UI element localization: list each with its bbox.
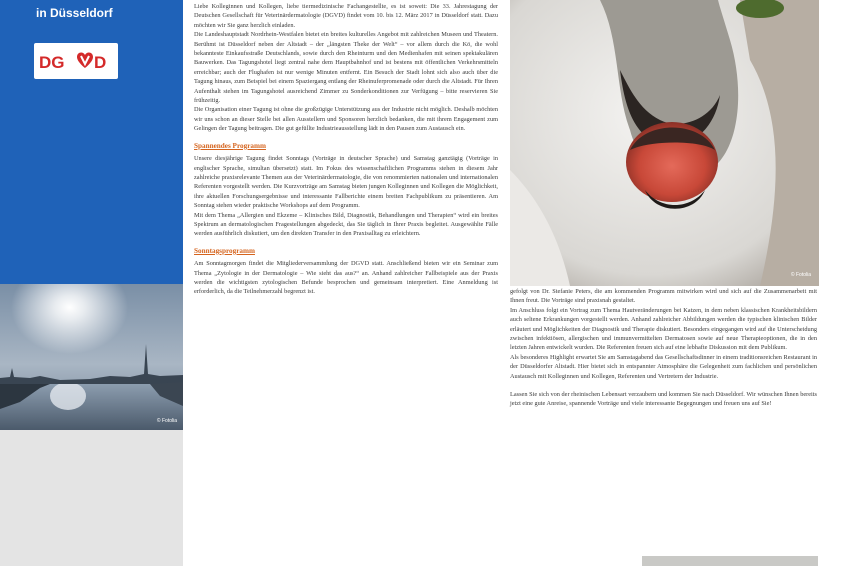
intro-paragraph: Die Landeshauptstadt Nordrhein-Westfalen bietet ein breites kulturelles Angebot mit zahlreichen Museen und Theatern. Berühmt ist Düsseldorf neben der Altstadt – der „längsten Theke der Welt“ – vor allem durch die Kö, die wohl bekannteste Einkaufsstraße Deutschlands, sowie durch den Rheinturm und den Medienhafen mit seinen spektakulären Bauwerken. Das Tagungshotel liegt zentral nahe dem Hauptbahnhof und ist bestens mit öffentlichen Verkehrsmitteln erreichbar; auch der Flughafen ist nur wenige Minuten entfernt. Ein Besuch der Stadt lohnt sich also auch über die Tagung hinaus, zum Beispiel bei einem Spaziergang entlang der Rheinuferpromenade oder durch die Altstadt. Für Ihren Aufenthalt stehen im Tagungshotel ausreichend Zimmer zu Sonderkonditionen zur Verfügung – bitte reservieren Sie frühzeitig. xyxy=(194,31,498,105)
article-column-right xyxy=(510,287,817,409)
right-paragraph: Als besonderes Highlight erwartet Sie am Samstagabend das Gesellschaftsdinner in einem traditionsreichen Restaurant in der Düsseldorfer Altstadt. Hier bietet sich in entspannter Atmosphäre die Gelegenheit zum fachlichen und persönlichen Austausch mit Kolleginnen und Kollegen, Referenten und Vertretern der Industrie. xyxy=(510,353,817,380)
right-paragraph: Im Anschluss folgt ein Vortrag zum Thema Hautveränderungen bei Katzen, in dem neben klassischen Krankheitsbildern auch seltene Erkrankungen vorgestellt werden. Anhand zahlreicher Abbildungen werden die typischen klinischen Bilder erläutert und Möglichkeiten der Diagnostik und Therapie diskutiert. Besonders eingegangen wird auf die Unterscheidung zwischen infektiösen, allergischen und immunvermittelten Dermatosen sowie auf neue Therapieoptionen, die in den letzten Jahren entwickelt wurden. Die Referenten freuen sich auf eine lebhafte Diskussion mit dem Publikum. xyxy=(510,306,817,352)
intro-paragraph: Liebe Kolleginnen und Kollegen, liebe tiermedizinische Fachangestellte, es ist soweit: Die 33. Jahrestagung der Deutschen Gesellschaft für Veterinärdermatologie (DGVD) findet vom 10. bis 12. März 2017 in Düsseldorf statt. Dazu möchten wir Sie ganz herzlich einladen. xyxy=(194,3,498,29)
cat-nose-lesion-photo xyxy=(510,0,819,286)
cat-photo-credit: © Fotolia xyxy=(790,272,811,278)
right-paragraph: gefolgt von Dr. Stefanie Peters, die am kommenden Programm mitwirken wird und sich auf die Zusammenarbeit mit Ihnen freut. Die Vorträge sind praxisnah gestaltet. xyxy=(510,288,817,305)
svg-text:DG: DG xyxy=(39,53,65,72)
sunday-program-paragraph: Am Sonntagmorgen findet die Mitgliederversammlung der DGVD statt. Anschließend bieten wir ein Seminar zum Thema „Zytologie in der Dermatologie – Wie sieht das aus?“ an. Anhand zahlreicher Fallbeispiele aus der Praxis werden die wichtigsten zytologischen Befunde besprochen und gemeinsam interpretiert. Eine Anmeldung ist erforderlich, da die Teilnehmerzahl begrenzt ist. xyxy=(194,260,498,296)
svg-text:D: D xyxy=(94,53,107,72)
program-paragraph: Mit dem Thema „Allergien und Ekzeme – Klinisches Bild, Diagnostik, Behandlungen und Therapien“ wird ein breites Spektrum an dermatologischen Fragestellungen abgedeckt, das Sie täglich in Ihrer Praxis begleitet. Ausgewählte Fälle werden ausführlich diskutiert, um den direkten Transfer in den Praxisalltag zu erleichtern. xyxy=(194,211,498,238)
bottom-photo-fragment xyxy=(642,556,818,566)
program-heading: Spannendes Programm xyxy=(194,141,266,150)
duesseldorf-skyline-photo xyxy=(0,284,183,430)
blue-header-panel xyxy=(0,0,183,284)
article-column-left xyxy=(194,2,498,297)
location-label: in Düsseldorf xyxy=(36,6,113,20)
dgvd-logo xyxy=(34,43,118,79)
left-sidebar xyxy=(0,0,183,566)
closing-paragraph: Lassen Sie sich von der rheinischen Lebensart verzaubern und kommen Sie nach Düsseldorf. Wir wünschen Ihnen bereits jetzt eine gute Anreise, spannende Vorträge und viele interessante Begegnungen und freuen uns auf Sie! xyxy=(510,391,817,408)
program-paragraph: Unsere diesjährige Tagung findet Sonntags (Vorträge in deutscher Sprache) und Samstag ganztägig (Vorträge in englischer Sprache, simultan übersetzt) statt. Im Fokus des wissenschaftlichen Programms stehen in diesem Jahr zahlreiche praxisrelevante Themen aus der Veterinärdermatologie, die von renommierten nationalen und internationalen Referenten vorgestellt werden. Die Kurzvorträge am Samstag bieten jungen Kolleginnen und Kollegen die Möglichkeit, ihre aktuellen Forschungsergebnisse und interessante Fallberichte einem breiten Fachpublikum zu präsentieren. Am Sonntag stehen wieder praktische Workshops auf dem Programm. xyxy=(194,155,498,210)
sunday-program-heading: Sonntagsprogramm xyxy=(194,246,255,255)
intro-paragraph: Die Organisation einer Tagung ist ohne die großzügige Unterstützung aus der Industrie nicht möglich. Deshalb möchten wir uns schon an dieser Stelle bei allen Ausstellern und Sponsoren herzlich bedanken, die mit ihrem Engagement zum Gelingen der Tagung beitragen. Die gut gefüllte Industrieausstellung lädt in den Pausen zum Austausch ein. xyxy=(194,106,498,133)
dgvd-logo-icon xyxy=(36,46,116,76)
city-photo-credit: © Fotolia xyxy=(156,418,177,424)
